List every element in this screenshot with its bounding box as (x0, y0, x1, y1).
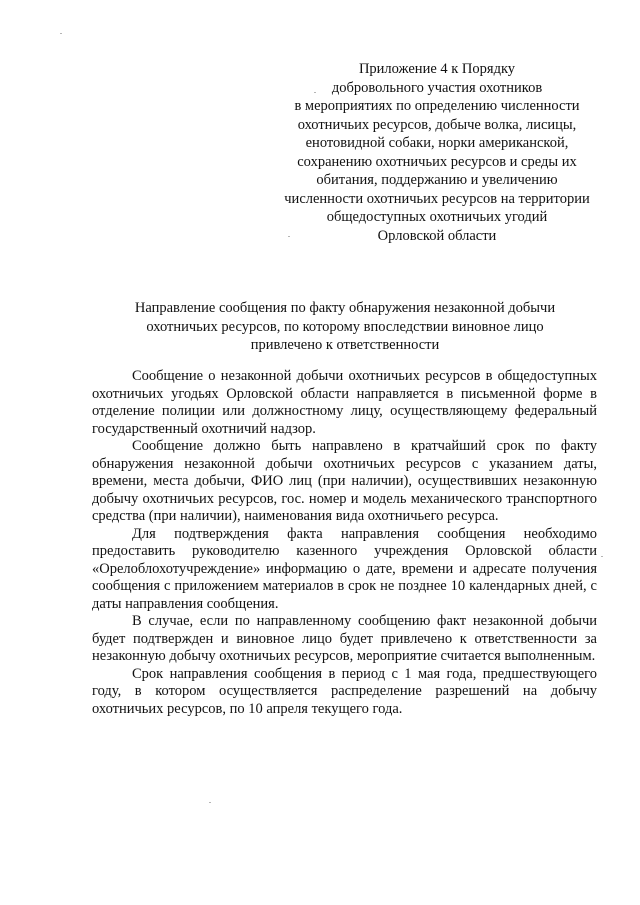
heading-line: привлечено к ответственности (250, 337, 440, 353)
heading-line: охотничьих ресурсов, по которому впоследствии виновное лицо (146, 318, 544, 335)
appendix-line: енотовидной собаки, норки американской, (305, 135, 569, 151)
appendix-line: общедоступных охотничьих угодий (326, 209, 548, 225)
appendix-line: охотничьих ресурсов, добыче волка, лисицы, (297, 116, 577, 133)
body-paragraph: Для подтверждения факта направления сообщения необходимо предоставить руководителю казенного учреждения Орловской области «Орелоблохотучреждение» информацию о дате, времени и адресате получения сообщения с приложением материалов в срок не позднее 10 календарных дней, с даты направления сообщения. (92, 525, 597, 612)
appendix-line: обитания, поддержанию и увеличению (316, 172, 558, 188)
scan-speck (601, 556, 603, 557)
appendix-line: численности охотничьих ресурсов на территории (284, 190, 590, 207)
body-paragraph: Сообщение о незаконной добычи охотничьих ресурсов в общедоступных охотничьих угодьях Орловской области направляется в письменной форме в отделение полиции или должностному лицу, осуществляющему федеральный государственный охотничий надзор. (92, 368, 597, 437)
scan-speck (60, 33, 62, 34)
body-paragraph: В случае, если по направленному сообщению факт незаконной добычи будет подтвержден и виновное лицо будет привлечено к ответственности за незаконную добычу охотничьих ресурсов, мероприятие считается выполненным. (92, 613, 597, 664)
scan-speck (288, 236, 290, 237)
heading-line: Направление сообщения по факту обнаружения незаконной добычи (134, 300, 556, 316)
body-paragraph: Срок направления сообщения в период с 1 мая года, предшествующего году, в котором осуществляется распределение разрешений на добычу охотничьих ресурсов, по 10 апреля текущего года. (92, 665, 597, 717)
scan-speck (209, 802, 211, 803)
appendix-line: Орловской области (377, 227, 497, 244)
appendix-line: в мероприятиях по определению численности (294, 98, 580, 114)
appendix-header (272, 60, 602, 245)
appendix-line: Приложение 4 к Порядку (358, 61, 516, 77)
appendix-line: сохранению охотничьих ресурсов и среды их (297, 153, 577, 170)
document-body (92, 368, 597, 718)
body-paragraph: Сообщение должно быть направлено в кратчайший срок по факту обнаружения незаконной добычи охотничьих ресурсов с указанием даты, времени, места добычи, ФИО лиц (при наличии), осуществивших незаконную добычу охотничьих ресурсов, гос. номер и модель механического транспортного средства (при наличии), наименования вида охотничьего ресурса. (92, 438, 597, 524)
scan-speck (314, 92, 316, 93)
document-heading (110, 299, 580, 355)
appendix-line: добровольного участия охотников (331, 79, 543, 96)
